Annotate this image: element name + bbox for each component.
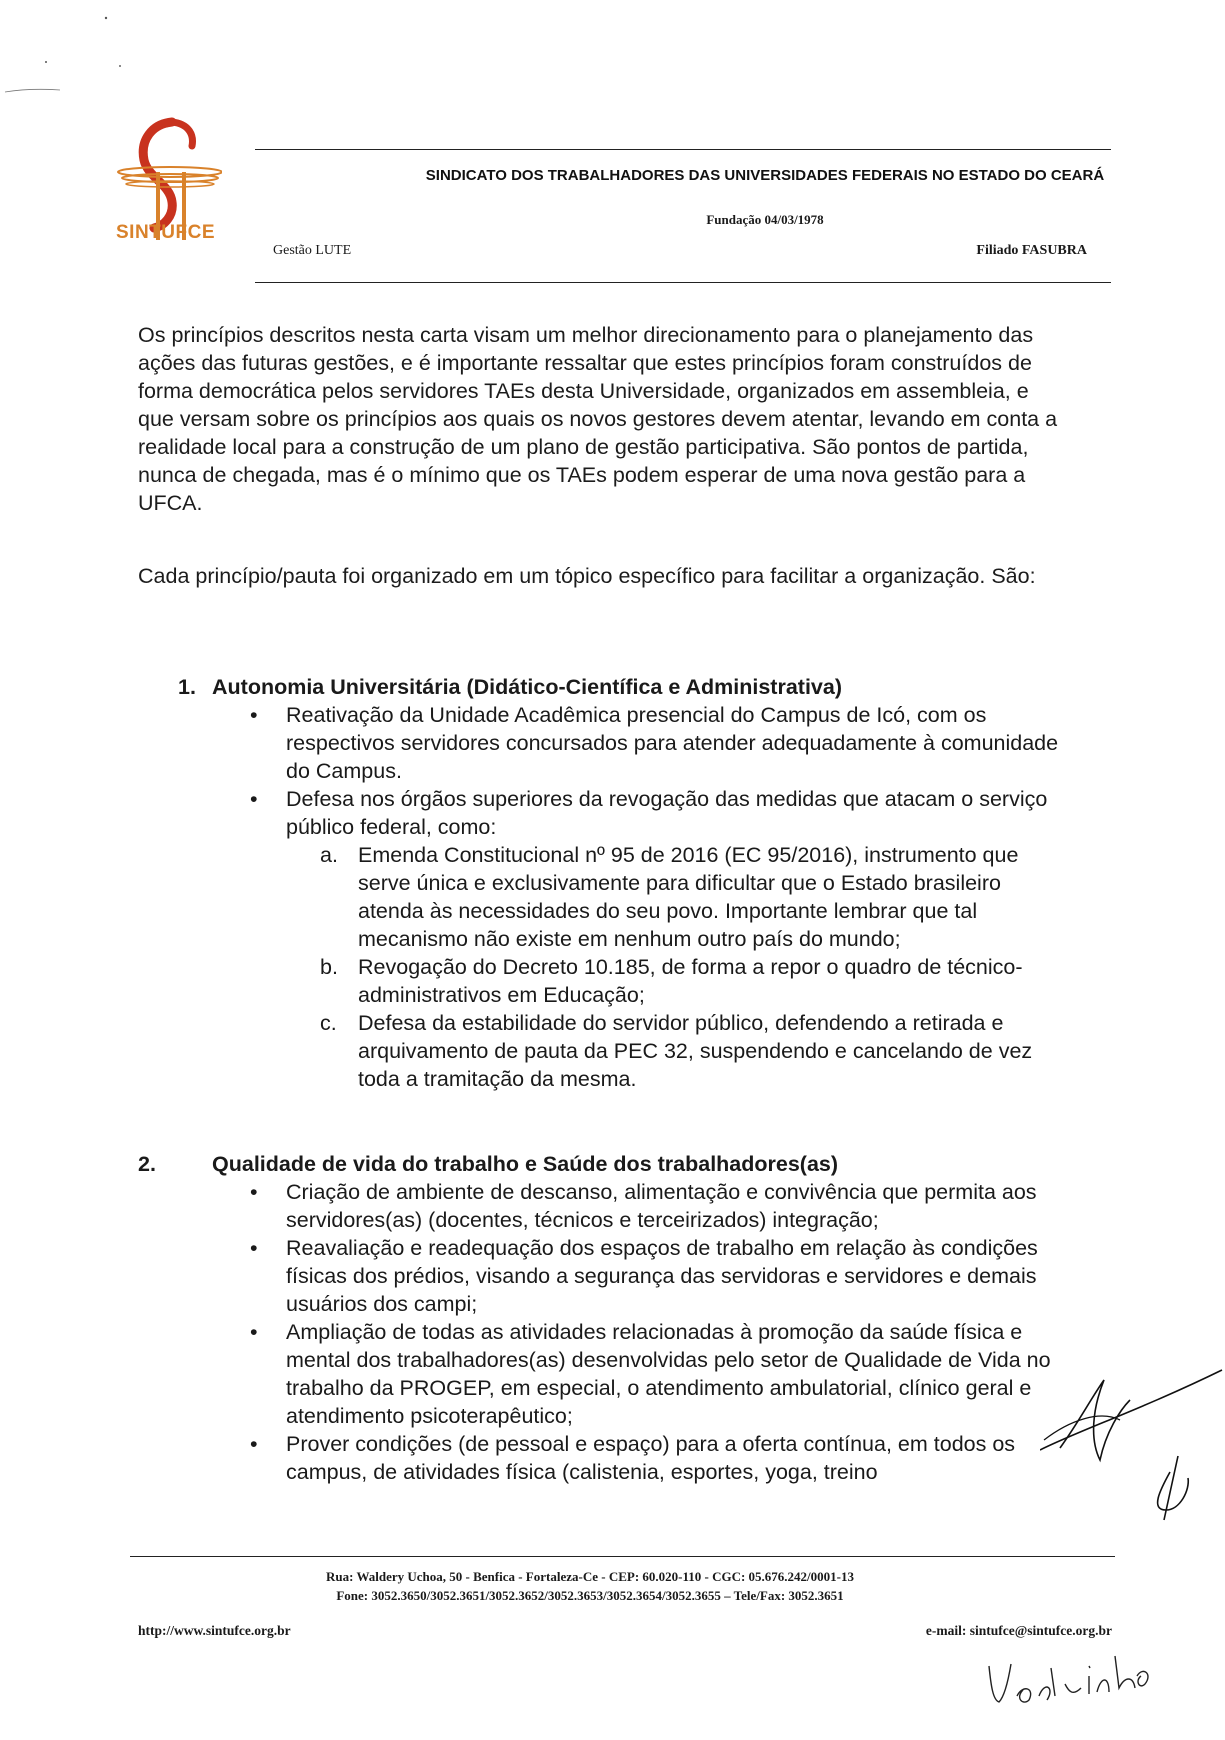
section-number: 2. bbox=[138, 1152, 156, 1176]
list-item: a. Emenda Constitucional nº 95 de 2016 (EC 95/2016), instrumento que serve única e exclusivamente para dificultar que o Estado brasileiro atenda às necessidades do seu povo. Importante lembrar que tal mecanismo não existe em nenhum outro país do mundo; bbox=[320, 843, 1019, 951]
header-top-rule bbox=[255, 149, 1111, 150]
list-item: • Prover condições (de pessoal e espaço) para a oferta contínua, em todos os campus, de atividades física (calistenia, esportes, yoga, treino bbox=[250, 1432, 1016, 1484]
section-title: Qualidade de vida do trabalho e Saúde dos trabalhadores(as) bbox=[212, 1152, 839, 1176]
bullet-icon: • bbox=[250, 1320, 258, 1344]
gestao-label: Gestão LUTE bbox=[273, 243, 352, 258]
header-bottom-rule bbox=[255, 282, 1111, 283]
logo-text: SINTUFCE bbox=[116, 222, 215, 243]
bullet-icon: • bbox=[250, 1180, 258, 1204]
section-1-bullet-list bbox=[250, 701, 1070, 841]
filiado-label: Filiado FASUBRA bbox=[976, 243, 1087, 258]
footer-rule bbox=[130, 1556, 1115, 1557]
list-item: b. Revogação do Decreto 10.185, de forma a repor o quadro de técnico-administrativos em Educação; bbox=[320, 955, 1023, 1007]
bullet-icon: • bbox=[250, 703, 258, 727]
handwritten-name-icon bbox=[985, 1636, 1155, 1716]
bullet-icon: • bbox=[250, 1432, 258, 1456]
org-title: SINDICATO DOS TRABALHADORES DAS UNIVERSIDADES FEDERAIS NO ESTADO DO CEARÁ bbox=[425, 167, 1105, 184]
founded-date: Fundação 04/03/1978 bbox=[706, 212, 824, 227]
email-link[interactable]: e-mail: sintufce@sintufce.org.br bbox=[925, 1623, 1112, 1638]
section-title: Autonomia Universitária (Didático-Científica e Administrativa) bbox=[212, 675, 842, 699]
website-link[interactable]: http://www.sintufce.org.br bbox=[138, 1623, 291, 1638]
handwritten-signature-icon bbox=[1040, 1360, 1225, 1660]
section-2-bullet-list bbox=[250, 1178, 1070, 1486]
footer-address bbox=[200, 1567, 980, 1605]
topics-intro-paragraph: Cada princípio/pauta foi organizado em um tópico específico para facilitar a organização. São: bbox=[138, 564, 1036, 588]
intro-paragraph: Os princípios descritos nesta carta visam um melhor direcionamento para o planejamento das ações das futuras gestões, e é importante ressaltar que estes princípios foram construídos de forma democrática pelos servidores TAEs desta Universidade, organizados em assembleia, e que versam sobre os princípios aos quais os novos gestores devem atentar, levando em conta a realidade local para a construção de um plano de gestão participativa. São pontos de partida, nunca de chegada, mas é o mínimo que os TAEs podem esperar de uma nova gestão para a UFCA. bbox=[138, 323, 1058, 515]
list-item: c. Defesa da estabilidade do servidor público, defendendo a retirada e arquivamento de pauta da PEC 32, suspendendo e cancelando de vez toda a tramitação da mesma. bbox=[320, 1011, 1033, 1091]
list-item: • Criação de ambiente de descanso, alimentação e convivência que permita aos servidores(as) (docentes, técnicos e terceirizados) integração; bbox=[250, 1180, 1037, 1232]
bullet-icon: • bbox=[250, 1236, 258, 1260]
list-item: • Reativação da Unidade Acadêmica presencial do Campus de Icó, com os respectivos servidores concursados para atender adequadamente à comunidade do Campus. bbox=[250, 703, 1059, 783]
address-line: Rua: Waldery Uchoa, 50 - Benfica - Fortaleza-Ce - CEP: 60.020-110 - CGC: 05.676.242/0001-13 bbox=[326, 1569, 854, 1584]
list-item: • Defesa nos órgãos superiores da revogação das medidas que atacam o serviço público federal, como: bbox=[250, 787, 1048, 839]
section-1-sub-list bbox=[320, 841, 1070, 1093]
section-number: 1. bbox=[178, 675, 196, 699]
list-item: • Reavaliação e readequação dos espaços de trabalho em relação às condições físicas dos prédios, visando a segurança das servidoras e servidores e demais usuários dos campi; bbox=[250, 1236, 1038, 1316]
list-item: • Ampliação de todas as atividades relacionadas à promoção da saúde física e mental dos trabalhadores(as) desenvolvidas pelo setor de Qualidade de Vida no trabalho da PROGEP, em especial, o atendimento ambulatorial, clínico geral e atendimento psicoterapêutico; bbox=[250, 1320, 1051, 1428]
bullet-icon: • bbox=[250, 787, 258, 811]
phone-line: Fone: 3052.3650/3052.3651/3052.3652/3052.3653/3052.3654/3052.3655 – Tele/Fax: 3052.3651 bbox=[336, 1588, 844, 1603]
scan-specks bbox=[0, 0, 200, 120]
